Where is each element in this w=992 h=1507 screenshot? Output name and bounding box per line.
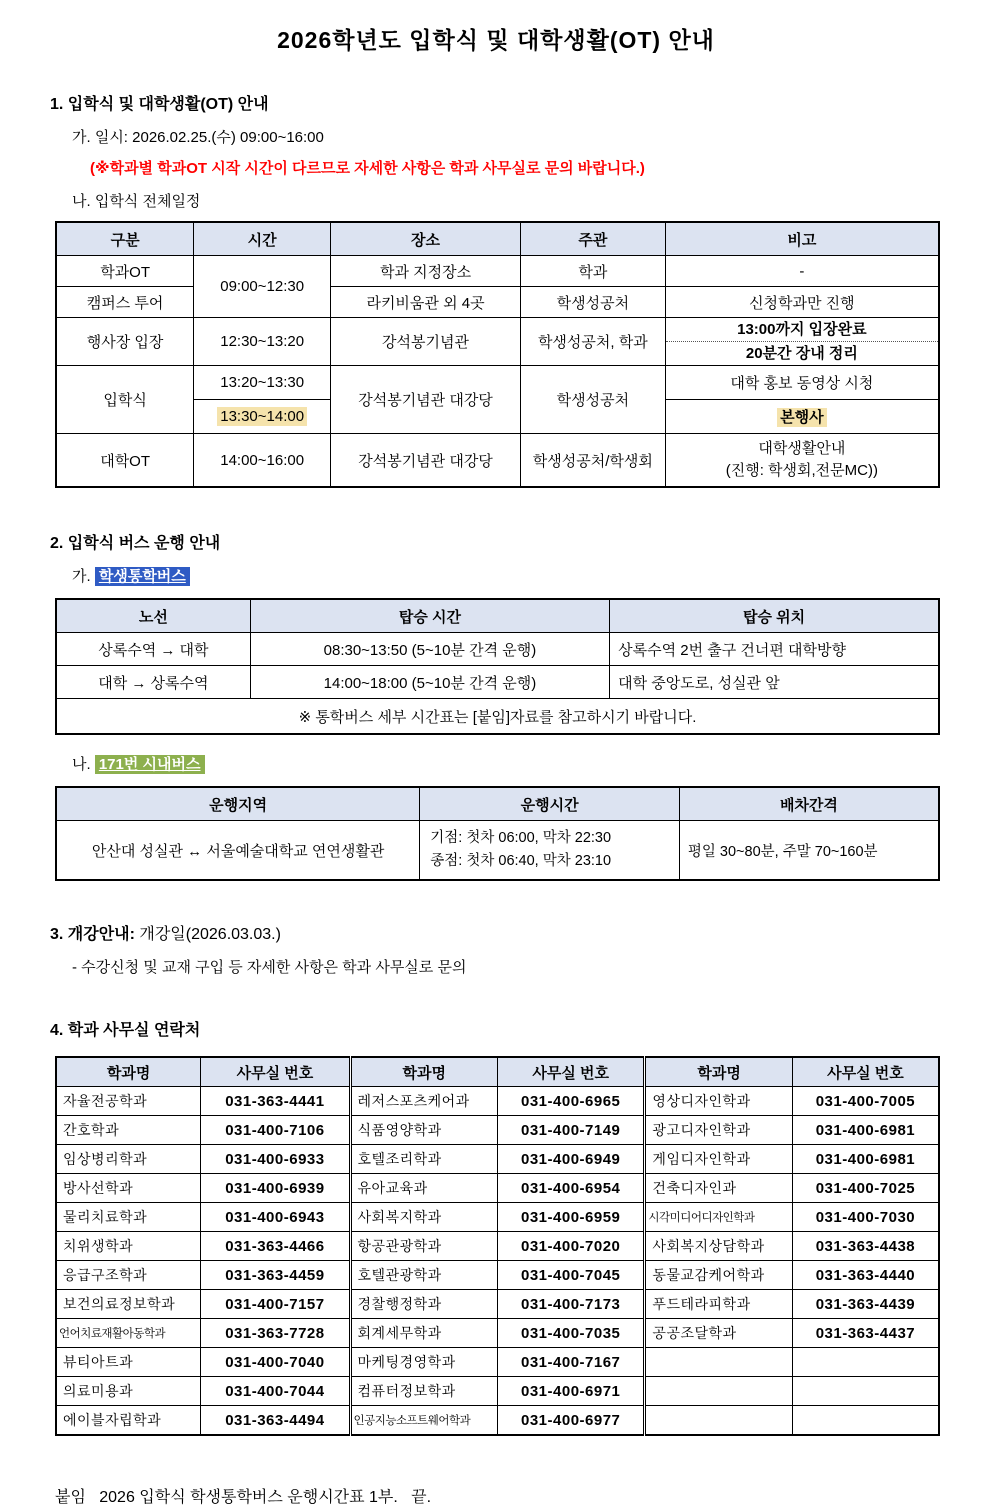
column-header-place: 장소 — [331, 222, 521, 256]
time-cell: 12:30~13:20 — [194, 318, 331, 366]
office-phone-cell: 031-400-6965 — [497, 1087, 644, 1116]
office-phone-cell: 031-400-7044 — [201, 1377, 350, 1406]
department-name-cell: 광고디자인학과 — [645, 1116, 792, 1145]
office-phone-cell: 031-400-7149 — [497, 1116, 644, 1145]
department-name-cell: 푸드테라피학과 — [645, 1290, 792, 1319]
office-phone-cell: 031-363-4437 — [792, 1319, 939, 1348]
department-name-cell: 자율전공학과 — [56, 1087, 201, 1116]
note-cell: 대학 홍보 동영상 시청 — [665, 366, 939, 400]
schedule-subheading: 나. 입학식 전체일정 — [72, 193, 201, 210]
type-cell: 대학OT — [56, 434, 194, 488]
office-phone-cell: 031-400-7106 — [201, 1116, 350, 1145]
note-cell: - — [665, 256, 939, 287]
department-name-cell: 의료미용과 — [56, 1377, 201, 1406]
office-phone-cell: 031-400-7173 — [497, 1290, 644, 1319]
contact-table-row — [56, 1232, 939, 1261]
section-2-heading: 2. 입학식 버스 운행 안내 — [50, 535, 221, 552]
contact-table-row — [56, 1087, 939, 1116]
interval-cell: 평일 30~80분, 주말 70~160분 — [679, 821, 939, 881]
office-phone-cell: 031-400-7020 — [497, 1232, 644, 1261]
note-cell-highlighted — [665, 400, 939, 434]
department-name-cell: 항공관광학과 — [350, 1232, 497, 1261]
department-name-cell: 식품영양학과 — [350, 1116, 497, 1145]
column-header-host: 주관 — [520, 222, 665, 256]
schedule-header-row — [56, 222, 939, 256]
office-phone-cell: 031-400-6949 — [497, 1145, 644, 1174]
contact-column-header-phone: 사무실 번호 — [497, 1057, 644, 1087]
contact-column-header-department: 학과명 — [645, 1057, 792, 1087]
shuttle-bus-label-prefix: 가. — [72, 568, 91, 585]
schedule-row-ceremony-1 — [56, 366, 939, 400]
host-cell: 학생성공처 — [520, 366, 665, 434]
contact-table-row — [56, 1290, 939, 1319]
column-header-service-area: 운행지역 — [56, 787, 420, 821]
univ-ot-note-line-2: (진행: 학생회,전문MC)) — [725, 462, 878, 479]
department-name-cell: 영상디자인학과 — [645, 1087, 792, 1116]
section-1-heading: 1. 입학식 및 대학생활(OT) 안내 — [50, 96, 269, 113]
section-3-heading-bold: 3. 개강안내: — [50, 926, 135, 943]
time-cell: 14:00~18:00 (5~10분 간격 운행) — [250, 666, 609, 699]
office-phone-cell: 031-400-7167 — [497, 1348, 644, 1377]
shuttle-bus-label: 학생통학버스 — [95, 567, 190, 586]
time-cell-highlighted — [194, 400, 331, 434]
office-phone-cell: 031-400-7045 — [497, 1261, 644, 1290]
office-phone-cell — [792, 1377, 939, 1406]
time-cell: 09:00~12:30 — [194, 256, 331, 318]
shuttle-row-to-station — [56, 666, 939, 699]
contact-table-row — [56, 1377, 939, 1406]
shuttle-row-to-univ — [56, 633, 939, 666]
schedule-row-campus-tour — [56, 287, 939, 318]
contact-column-header-department: 학과명 — [350, 1057, 497, 1087]
department-name-cell: 간호학과 — [56, 1116, 201, 1145]
department-name-cell: 레저스포츠케어과 — [350, 1087, 497, 1116]
department-name-cell: 뷰티아트과 — [56, 1348, 201, 1377]
page-title: 2026학년도 입학식 및 대학생활(OT) 안내 — [277, 27, 715, 53]
contact-column-header-department: 학과명 — [56, 1057, 201, 1087]
place-cell: 강석봉기념관 — [331, 318, 521, 366]
route-cell: 대학 → 상록수역 — [56, 666, 250, 699]
department-name-cell — [645, 1377, 792, 1406]
office-phone-cell: 031-400-6981 — [792, 1116, 939, 1145]
department-contact-table — [55, 1056, 940, 1436]
highlighted-time-text: 13:30~14:00 — [217, 407, 307, 426]
city-bus-label-line — [72, 753, 942, 774]
city-bus-label-prefix: 나. — [72, 756, 91, 773]
schedule-row-univ-ot — [56, 434, 939, 488]
office-phone-cell: 031-400-7035 — [497, 1319, 644, 1348]
first-last-origin-line: 기점: 첫차 06:00, 막차 22:30 — [430, 829, 612, 846]
office-phone-cell: 031-363-4441 — [201, 1087, 350, 1116]
column-header-note: 비고 — [665, 222, 939, 256]
office-phone-cell: 031-363-4459 — [201, 1261, 350, 1290]
event-date-line: 가. 일시: 2026.02.25.(수) 09:00~16:00 — [72, 129, 324, 146]
contact-header-row — [56, 1057, 939, 1087]
column-header-interval: 배차간격 — [679, 787, 939, 821]
service-area-cell: 안산대 성실관 ↔ 서울예술대학교 연연생활관 — [56, 821, 420, 881]
contact-table-row — [56, 1348, 939, 1377]
type-cell: 행사장 입장 — [56, 318, 194, 366]
place-cell: 강석봉기념관 대강당 — [331, 434, 521, 488]
department-name-cell: 임상병리학과 — [56, 1145, 201, 1174]
note-cell: 신청학과만 진행 — [665, 287, 939, 318]
type-cell: 입학식 — [56, 366, 194, 434]
office-phone-cell: 031-400-6939 — [201, 1174, 350, 1203]
time-cell: 13:20~13:30 — [194, 366, 331, 400]
office-phone-cell: 031-363-4466 — [201, 1232, 350, 1261]
department-name-cell: 동물교감케어학과 — [645, 1261, 792, 1290]
host-cell: 학과 — [520, 256, 665, 287]
citybus-data-row — [56, 821, 939, 881]
time-cell: 08:30~13:50 (5~10분 간격 운행) — [250, 633, 609, 666]
department-name-cell: 공공조달학과 — [645, 1319, 792, 1348]
contact-table-row — [56, 1319, 939, 1348]
contact-table-row — [56, 1261, 939, 1290]
department-name-cell: 인공지능소프트웨어학과 — [350, 1406, 497, 1436]
host-cell: 학생성공처 — [520, 287, 665, 318]
contact-table-row — [56, 1406, 939, 1436]
office-phone-cell: 031-400-7025 — [792, 1174, 939, 1203]
contact-table-row — [56, 1145, 939, 1174]
citybus-header-row — [56, 787, 939, 821]
contact-table-row — [56, 1116, 939, 1145]
department-name-cell: 보건의료정보학과 — [56, 1290, 201, 1319]
office-phone-cell: 031-363-4438 — [792, 1232, 939, 1261]
office-phone-cell: 031-400-6959 — [497, 1203, 644, 1232]
section-3-heading — [50, 921, 942, 944]
column-header-type: 구분 — [56, 222, 194, 256]
department-name-cell: 응급구조학과 — [56, 1261, 201, 1290]
department-name-cell: 마케팅경영학과 — [350, 1348, 497, 1377]
time-cell: 14:00~16:00 — [194, 434, 331, 488]
department-name-cell: 방사선학과 — [56, 1174, 201, 1203]
shuttle-footnote: ※ 통학버스 세부 시간표는 [붙임]자료를 참고하시기 바랍니다. — [56, 699, 939, 735]
shuttle-header-row — [56, 599, 939, 633]
host-cell: 학생성공처/학생회 — [520, 434, 665, 488]
office-phone-cell: 031-400-7030 — [792, 1203, 939, 1232]
column-header-route: 노선 — [56, 599, 250, 633]
main-event-highlight-text: 본행사 — [777, 408, 826, 427]
department-name-cell: 에이블자립학과 — [56, 1406, 201, 1436]
place-cell: 학과 지정장소 — [331, 256, 521, 287]
department-name-cell: 게임디자인학과 — [645, 1145, 792, 1174]
department-name-cell: 호텔관광학과 — [350, 1261, 497, 1290]
schedule-row-entry — [56, 318, 939, 366]
department-ot-red-notice: (※학과별 학과OT 시작 시간이 다르므로 자세한 사항은 학과 사무실로 문의 바랍니다.) — [90, 160, 645, 177]
column-header-time: 시간 — [194, 222, 331, 256]
department-name-cell: 물리치료학과 — [56, 1203, 201, 1232]
attachment-footer: 붙임 2026 입학식 학생통학버스 운행시간표 1부. 끝. — [55, 1489, 432, 1506]
entry-note-line-2: 20분간 장내 정리 — [745, 345, 858, 362]
department-name-cell: 회계세무학과 — [350, 1319, 497, 1348]
department-name-cell: 건축디자인과 — [645, 1174, 792, 1203]
column-header-service-time: 운행시간 — [420, 787, 680, 821]
first-last-terminus-line: 종점: 첫차 06:40, 막차 23:10 — [430, 853, 612, 869]
contact-table-row — [56, 1203, 939, 1232]
office-phone-cell: 031-363-4494 — [201, 1406, 350, 1436]
section-3-note: - 수강신청 및 교재 구입 등 자세한 사항은 학과 사무실로 문의 — [72, 959, 467, 976]
office-phone-cell: 031-400-6954 — [497, 1174, 644, 1203]
shuttle-bus-label-line — [72, 565, 942, 586]
office-phone-cell: 031-363-4440 — [792, 1261, 939, 1290]
office-phone-cell — [792, 1348, 939, 1377]
note-cell — [665, 434, 939, 488]
office-phone-cell: 031-400-6933 — [201, 1145, 350, 1174]
office-phone-cell: 031-363-7728 — [201, 1319, 350, 1348]
host-cell: 학생성공처, 학과 — [520, 318, 665, 366]
office-phone-cell: 031-400-6977 — [497, 1406, 644, 1436]
univ-ot-note-line-1: 대학생활안내 — [758, 439, 846, 457]
office-phone-cell: 031-400-6981 — [792, 1145, 939, 1174]
shuttle-footnote-row — [56, 699, 939, 735]
place-cell: 강석봉기념관 대강당 — [331, 366, 521, 434]
shuttle-bus-table — [55, 598, 940, 735]
location-cell: 대학 중앙도로, 성실관 앞 — [610, 666, 939, 699]
office-phone-cell: 031-400-6971 — [497, 1377, 644, 1406]
contact-table-row — [56, 1174, 939, 1203]
department-name-cell: 사회복지상담학과 — [645, 1232, 792, 1261]
contact-column-header-phone: 사무실 번호 — [201, 1057, 350, 1087]
note-cell — [665, 318, 939, 366]
column-header-boarding-location: 탑승 위치 — [610, 599, 939, 633]
department-name-cell: 유아교육과 — [350, 1174, 497, 1203]
department-name-cell: 언어치료재활아동학과 — [56, 1319, 201, 1348]
location-cell: 상록수역 2번 출구 건너편 대학방향 — [610, 633, 939, 666]
entry-note-line-1: 13:00까지 입장완료 — [666, 318, 938, 342]
city-bus-table — [55, 786, 940, 881]
place-cell: 라키비움관 외 4곳 — [331, 287, 521, 318]
department-name-cell: 치위생학과 — [56, 1232, 201, 1261]
department-name-cell: 컴퓨터정보학과 — [350, 1377, 497, 1406]
department-name-cell: 호텔조리학과 — [350, 1145, 497, 1174]
column-header-boarding-time: 탑승 시간 — [250, 599, 609, 633]
contact-column-header-phone: 사무실 번호 — [792, 1057, 939, 1087]
department-name-cell — [645, 1348, 792, 1377]
ceremony-schedule-table — [55, 221, 940, 488]
office-phone-cell: 031-363-4439 — [792, 1290, 939, 1319]
office-phone-cell: 031-400-7040 — [201, 1348, 350, 1377]
route-cell: 상록수역 → 대학 — [56, 633, 250, 666]
city-bus-label: 171번 시내버스 — [95, 755, 205, 774]
section-4-heading: 4. 학과 사무실 연락처 — [50, 1022, 201, 1039]
type-cell: 학과OT — [56, 256, 194, 287]
department-name-cell: 경찰행정학과 — [350, 1290, 497, 1319]
department-name-cell — [645, 1406, 792, 1436]
section-3-heading-rest: 개강일(2026.03.03.) — [134, 926, 281, 943]
office-phone-cell — [792, 1406, 939, 1436]
department-name-cell: 시각미디어디자인학과 — [645, 1203, 792, 1232]
schedule-row-dept-ot — [56, 256, 939, 287]
office-phone-cell: 031-400-7005 — [792, 1087, 939, 1116]
department-name-cell: 사회복지학과 — [350, 1203, 497, 1232]
office-phone-cell: 031-400-7157 — [201, 1290, 350, 1319]
office-phone-cell: 031-400-6943 — [201, 1203, 350, 1232]
type-cell: 캠퍼스 투어 — [56, 287, 194, 318]
service-time-cell — [420, 821, 680, 881]
